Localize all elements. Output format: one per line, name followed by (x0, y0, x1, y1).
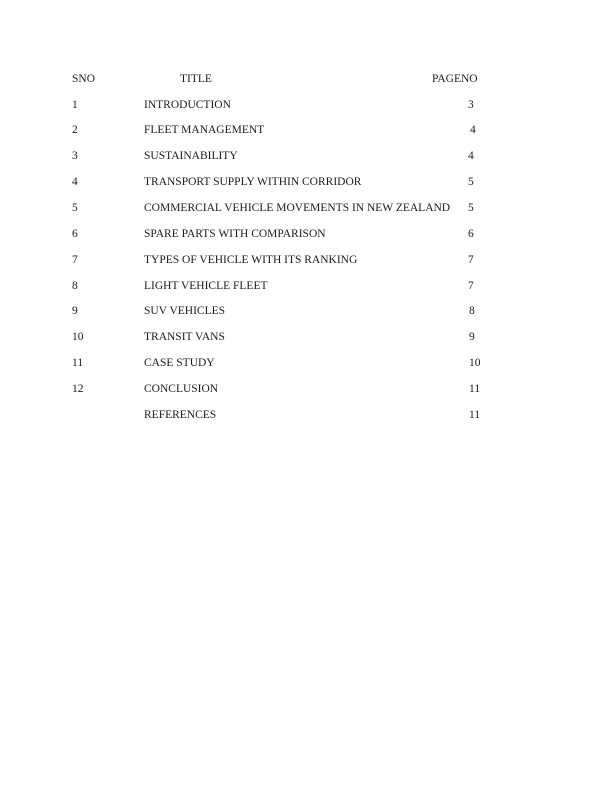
row-sno: 1 (72, 99, 78, 111)
row-sno: 7 (72, 254, 78, 266)
toc-row (0, 148, 612, 164)
row-sno: 10 (72, 331, 84, 343)
toc-row (0, 97, 612, 113)
row-page: 11 (469, 383, 481, 395)
row-sno: 11 (72, 357, 84, 369)
row-title: TYPES OF VEHICLE WITH ITS RANKING (144, 254, 358, 266)
row-sno: 12 (72, 383, 84, 395)
toc-row (0, 200, 612, 216)
row-page: 9 (469, 331, 475, 343)
header-title: TITLE (180, 73, 212, 85)
row-page: 10 (469, 357, 481, 369)
row-title: COMMERCIAL VEHICLE MOVEMENTS IN NEW ZEALAND (144, 202, 451, 214)
row-page: 6 (468, 228, 474, 240)
row-page: 4 (470, 124, 476, 136)
toc-row (0, 174, 612, 190)
row-title: FLEET MANAGEMENT (144, 124, 265, 136)
row-title: SPARE PARTS WITH COMPARISON (144, 228, 326, 240)
toc-row (0, 407, 612, 423)
toc-row (0, 381, 612, 397)
row-sno: 5 (72, 202, 78, 214)
row-sno: 6 (72, 228, 78, 240)
row-sno: 3 (72, 150, 78, 162)
row-title: TRANSPORT SUPPLY WITHIN CORRIDOR (144, 176, 362, 188)
header-sno: SNO (72, 73, 96, 85)
row-title: SUSTAINABILITY (144, 150, 238, 162)
row-page: 7 (468, 280, 474, 292)
row-title: CONCLUSION (144, 383, 219, 395)
toc-row (0, 226, 612, 242)
row-page: 3 (468, 99, 474, 111)
row-title: CASE STUDY (144, 357, 215, 369)
toc-row (0, 122, 612, 138)
row-title: INTRODUCTION (144, 99, 231, 111)
header-pageno: PAGENO (432, 73, 478, 85)
row-sno: 4 (72, 176, 78, 188)
row-title: SUV VEHICLES (144, 305, 226, 317)
toc-header-row (0, 71, 612, 87)
row-sno: 9 (72, 305, 78, 317)
row-page: 11 (469, 409, 481, 421)
row-title: LIGHT VEHICLE FLEET (144, 280, 268, 292)
row-page: 5 (468, 202, 474, 214)
row-sno: 8 (72, 280, 78, 292)
row-page: 7 (468, 254, 474, 266)
toc-row (0, 355, 612, 371)
row-page: 8 (469, 305, 475, 317)
toc-row (0, 278, 612, 294)
row-page: 5 (468, 176, 474, 188)
row-title: TRANSIT VANS (144, 331, 225, 343)
row-sno: 2 (72, 124, 78, 136)
row-title: REFERENCES (144, 409, 217, 421)
toc-row (0, 303, 612, 319)
row-page: 4 (468, 150, 474, 162)
toc-row (0, 252, 612, 268)
toc-row (0, 329, 612, 345)
